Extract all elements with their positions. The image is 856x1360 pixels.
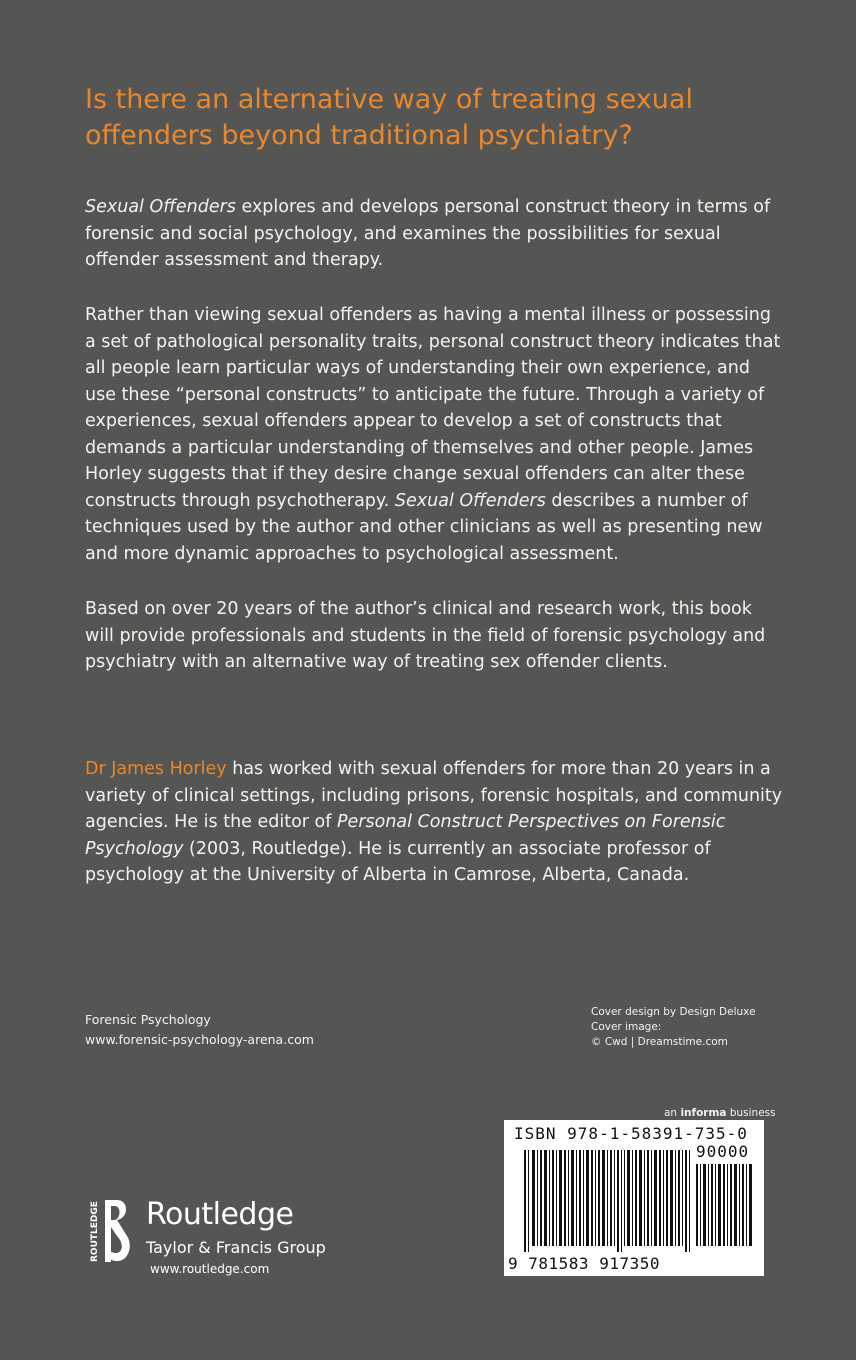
informa-tagline: an informa business bbox=[664, 1107, 776, 1119]
publisher-name: Routledge bbox=[146, 1197, 294, 1232]
book-title: Sexual Offenders bbox=[85, 197, 236, 217]
barcode-bars bbox=[504, 1120, 764, 1276]
cover-design-credit: Cover design by Design Deluxe bbox=[591, 1006, 756, 1018]
informa-wordmark: informa bbox=[680, 1107, 727, 1119]
cover-image-source: © Cwd | Dreamstime.com bbox=[591, 1036, 728, 1048]
isbn-label: ISBN 978-1-58391-735-0 bbox=[514, 1124, 748, 1143]
barcode-digits: 9 781583 917350 bbox=[508, 1254, 660, 1273]
publisher-group: Taylor & Francis Group bbox=[146, 1238, 326, 1257]
description-text-b: describes a number of techniques used by the author and other clinicians as well as presenting new and more dynamic approaches to psychological assessment. bbox=[85, 490, 763, 564]
audience-paragraph: Based on over 20 years of the author’s clinical and research work, this book will provide professionals and students in the field of forensic psychology and psychiatry with an alternative way of treating sex offender clients. bbox=[85, 599, 766, 672]
book-title: Sexual Offenders bbox=[394, 490, 546, 511]
cover-image-label: Cover image: bbox=[591, 1021, 662, 1033]
intro-text: explores and develops personal construct theory in terms of forensic and social psychology, and examines the possibilities for sexual offender assessment and therapy. bbox=[85, 197, 771, 270]
isbn-barcode bbox=[504, 1120, 764, 1276]
routledge-vertical-mark: ROUTLEDGE bbox=[90, 1201, 100, 1262]
back-cover-headline: Is there an alternative way of treating sexual offenders beyond traditional psychiatry? bbox=[85, 84, 693, 151]
publisher-url: www.routledge.com bbox=[150, 1262, 270, 1276]
routledge-logo-icon bbox=[87, 1196, 135, 1266]
series-block bbox=[85, 1010, 314, 1050]
intro-paragraph bbox=[85, 194, 785, 274]
edited-book-title: Personal Construct Perspectives on Forensic Psychology bbox=[85, 812, 726, 859]
series-name: Forensic Psychology bbox=[85, 1012, 211, 1027]
cover-credits bbox=[591, 1005, 756, 1050]
description-text-a: Rather than viewing sexual offenders as having a mental illness or possessing a set of pathological personality traits, personal construct theory indicates that all people learn particular ways of understanding their own experience, and use these “personal constructs” to anticipate the future. Through a variety of experiences, sexual offenders appear to develop a set of constructs that demands a particular understanding of themselves and other people. James Horley suggests that if they desire change sexual offenders can alter these constructs through psychotherapy. bbox=[85, 305, 781, 511]
price-code: 90000 bbox=[696, 1142, 750, 1161]
bio-text-b: (2003, Routledge). He is currently an associate professor of psychology at the University of Alberta in Camrose, Alberta, Canada. bbox=[85, 838, 711, 885]
bio-text-a: has worked with sexual offenders for more than 20 years in a variety of clinical settings, including prisons, forensic hospitals, and community agencies. He is the editor of bbox=[85, 759, 783, 832]
description-paragraph bbox=[85, 302, 785, 567]
author-name: Dr James Horley bbox=[85, 759, 227, 779]
author-bio bbox=[85, 756, 785, 889]
series-url: www.forensic-psychology-arena.com bbox=[85, 1032, 314, 1047]
